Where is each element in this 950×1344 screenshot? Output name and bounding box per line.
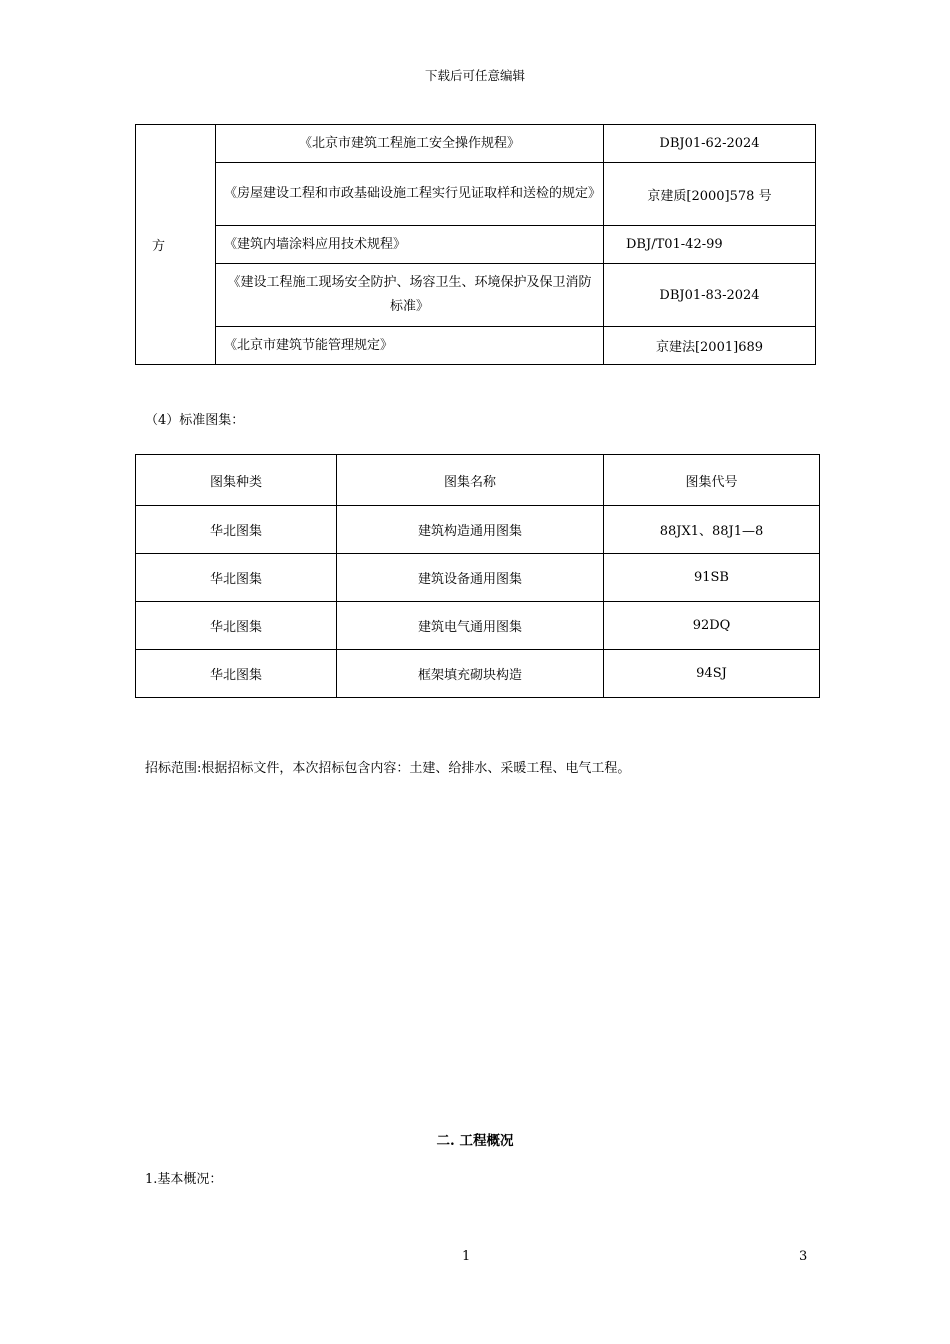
table-cell: 华北图集 <box>136 554 337 602</box>
regulation-name: 《建筑内墙涂料应用技术规程》 <box>216 226 604 264</box>
table-cell: 建筑设备通用图集 <box>337 554 604 602</box>
atlas-table <box>135 454 820 698</box>
page-number: 1 <box>462 1249 471 1264</box>
table-cell: 91SB <box>604 554 820 602</box>
regulation-code: DBJ/T01-42-99 <box>604 226 816 264</box>
page-header: 下载后可任意编辑 <box>424 68 525 83</box>
regulation-code: DBJ01-62-2024 <box>604 125 816 163</box>
side-label: 方 <box>136 125 216 365</box>
table-row <box>136 650 820 698</box>
table-row <box>136 226 816 264</box>
table-cell: 建筑电气通用图集 <box>337 602 604 650</box>
table-cell: 88JX1、88J1—8 <box>604 506 820 554</box>
table-cell: 92DQ <box>604 602 820 650</box>
column-header: 图集代号 <box>604 455 820 506</box>
regulation-name: 《北京市建筑节能管理规定》 <box>216 327 604 365</box>
bidding-scope-text: 招标范围:根据招标文件，本次招标包含内容：土建、给排水、采暖工程、电气工程。 <box>145 761 631 776</box>
table-row <box>136 554 820 602</box>
page-total: 3 <box>799 1249 808 1264</box>
regulation-code: DBJ01-83-2024 <box>604 264 816 327</box>
regulations-table <box>135 124 816 365</box>
regulation-name: 《建设工程施工现场安全防护、场容卫生、环境保护及保卫消防标准》 <box>216 264 604 327</box>
regulation-name: 《北京市建筑工程施工安全操作规程》 <box>216 125 604 163</box>
section-2-heading: 二. 工程概况 <box>436 1133 514 1149</box>
table-header-row <box>136 455 820 506</box>
table-row <box>136 125 816 163</box>
table-row <box>136 506 820 554</box>
table-row <box>136 163 816 226</box>
table-cell: 94SJ <box>604 650 820 698</box>
table-cell: 建筑构造通用图集 <box>337 506 604 554</box>
regulation-code: 京建质[2000]578 号 <box>604 163 816 226</box>
column-header: 图集名称 <box>337 455 604 506</box>
column-header: 图集种类 <box>136 455 337 506</box>
table-row <box>136 327 816 365</box>
table-cell: 华北图集 <box>136 650 337 698</box>
regulation-name: 《房屋建设工程和市政基础设施工程实行见证取样和送检的规定》 <box>216 163 604 226</box>
table-cell: 华北图集 <box>136 506 337 554</box>
table-cell: 框架填充砌块构造 <box>337 650 604 698</box>
table-cell: 华北图集 <box>136 602 337 650</box>
table-row <box>136 602 820 650</box>
basic-overview-label: 1.基本概况： <box>145 1172 223 1187</box>
section-4-title: （4）标准图集： <box>145 413 245 428</box>
table-row <box>136 264 816 327</box>
regulation-code: 京建法[2001]689 <box>604 327 816 365</box>
